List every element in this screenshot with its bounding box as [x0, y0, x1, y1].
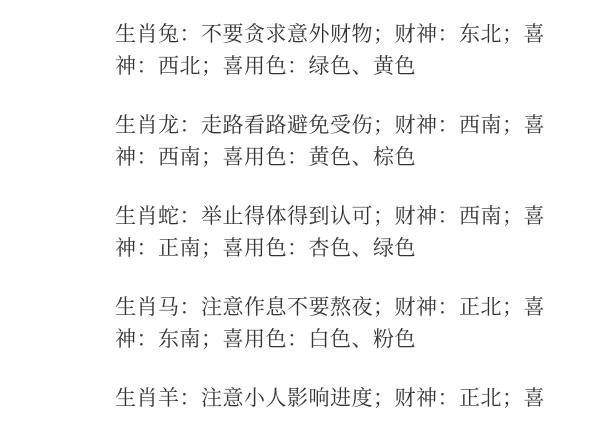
entry-line: 生肖蛇：举止得体得到认可；财神：西南；喜	[115, 205, 545, 228]
zodiac-entry-rabbit	[115, 19, 585, 83]
entry-line: 生肖羊：注意小人影响进度；财神：正北；喜	[115, 387, 545, 410]
entry-line: 生肖马：注意作息不要熬夜；财神：正北；喜	[115, 296, 545, 319]
zodiac-entry-snake	[115, 201, 585, 265]
entry-line: 生肖龙：走路看路避免受伤；财神：西南；喜	[115, 114, 545, 137]
fortune-article	[115, 19, 585, 442]
zodiac-entry-dragon	[115, 110, 585, 174]
zodiac-entry-goat	[115, 383, 585, 415]
entry-line: 神：东南；喜用色：白色、粉色	[115, 328, 416, 351]
entry-line: 生肖兔：不要贪求意外财物；财神：东北；喜	[115, 23, 545, 46]
zodiac-entry-horse	[115, 292, 585, 356]
entry-line: 神：正南；喜用色：杏色、绿色	[115, 237, 416, 260]
entry-line: 神：西南；喜用色：黄色、棕色	[115, 146, 416, 169]
entry-line: 神：西北；喜用色：绿色、黄色	[115, 55, 416, 78]
